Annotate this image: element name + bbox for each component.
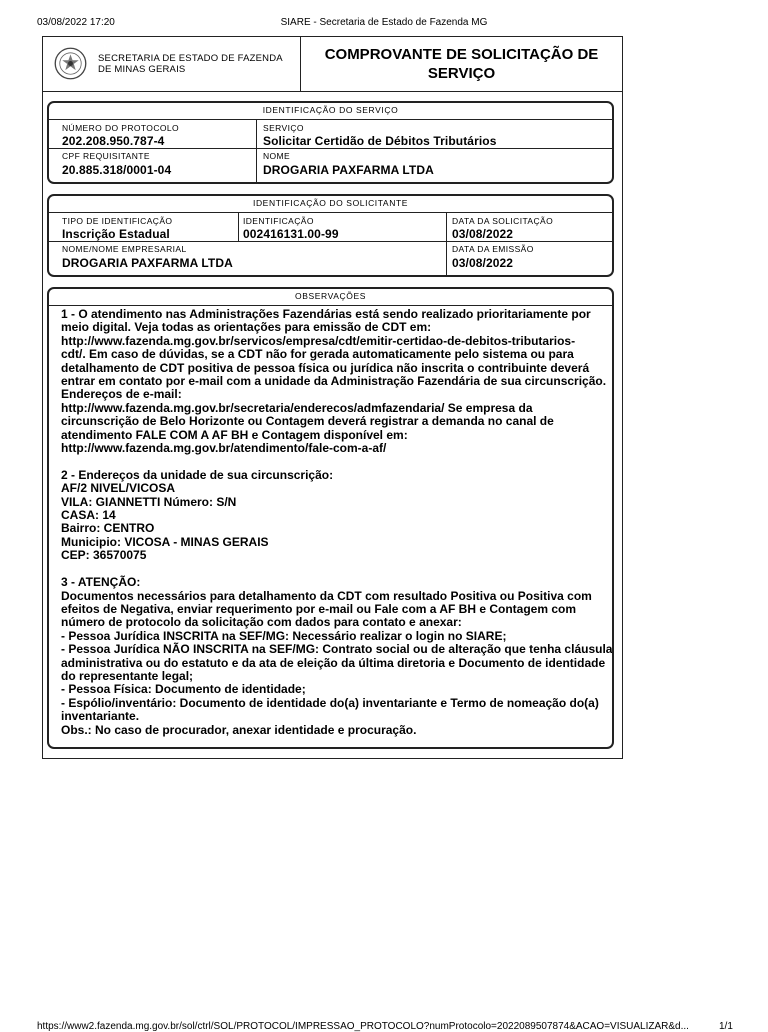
name-value: DROGARIA PAXFARMA LTDA	[263, 163, 434, 177]
request-date-value: 03/08/2022	[452, 227, 514, 241]
service-label: SERVIÇO	[263, 123, 304, 133]
protocol-number-value: 202.208.950.787-4	[62, 134, 165, 148]
observations-section	[47, 287, 614, 749]
print-datetime: 03/08/2022 17:20	[37, 17, 115, 28]
print-page-count: 1/1	[719, 1021, 733, 1032]
section-title: IDENTIFICAÇÃO DO SOLICITANTE	[252, 198, 409, 208]
service-value: Solicitar Certidão de Débitos Tributários	[263, 134, 497, 148]
protocol-number-label: NÚMERO DO PROTOCOLO	[62, 123, 180, 133]
print-url: https://www2.fazenda.mg.gov.br/sol/ctrl/SOL/PROTOCOL/IMPRESSAO_PROTOCOLO?numProtocolo=20220895078​74&ACAO=VISUALIZAR&d...	[37, 1021, 689, 1032]
receipt-document	[42, 36, 623, 759]
issue-date-label: DATA DA EMISSÃO	[452, 244, 534, 254]
org-name-line2: DE MINAS GERAIS	[98, 64, 186, 75]
document-header	[43, 37, 622, 92]
org-name-line1: SECRETARIA DE ESTADO DE FAZENDA	[98, 53, 283, 64]
observations-text	[61, 308, 613, 737]
document-title-line2: SERVIÇO	[427, 65, 496, 82]
divider	[238, 212, 239, 241]
org-name	[98, 53, 283, 75]
id-type-value: Inscrição Estadual	[62, 227, 170, 241]
divider	[446, 212, 447, 277]
divider	[49, 119, 612, 120]
observation-paragraph-1: 1 - O atendimento nas Administrações Fazendárias está sendo realizado prioritariamente por meio digital. Veja todas as orientações para emissão de CDT em: http://www.fazenda.mg.gov.br/servicos/empresa/cdt/emitir-certidao-de-debitos-tributarios- cdt/. Em caso de dúvidas, se a CDT não for gerada automaticamente pelo sistema ou para detalhamento de CDT positiva de pessoa física ou jurídica não inscrita o contribuinte deverá entrar em contato por e-mail com a unidade da Administração Fazendária de sua circunscrição. Endereços de e-mail: http://www.fazenda.mg.gov.br/secretaria/enderecos/admfazendaria/ Se empresa da circunscrição de Belo Horizonte ou Contagem deverá registrar a demanda no canal de atendimento FALE COM A AF BH e Contagem disponível em: http://www.fazenda.mg.gov.br/atendimento/fale-com-a-af/	[61, 307, 607, 456]
divider	[49, 241, 612, 242]
requester-identification-section	[47, 194, 614, 277]
request-date-label: DATA DA SOLICITAÇÃO	[452, 216, 554, 226]
divider	[256, 119, 257, 184]
requester-cpf-value: 20.885.318/0001-04	[62, 163, 172, 177]
id-type-label: TIPO DE IDENTIFICAÇÃO	[62, 216, 173, 226]
business-name-value: DROGARIA PAXFARMA LTDA	[62, 256, 233, 270]
state-seal-icon	[54, 47, 87, 80]
identification-value: 002416131.00-99	[243, 227, 339, 241]
name-label: NOME	[263, 151, 291, 161]
divider	[49, 148, 612, 149]
org-block	[43, 37, 301, 91]
document-title	[301, 45, 622, 83]
section-title: IDENTIFICAÇÃO DO SERVIÇO	[262, 105, 399, 115]
print-page-title: SIARE - Secretaria de Estado de Fazenda MG	[280, 17, 488, 28]
business-name-label: NOME/NOME EMPRESARIAL	[62, 244, 187, 254]
divider	[49, 305, 612, 306]
observation-paragraph-3: 3 - ATENÇÃO: Documentos necessários para detalhamento da CDT com resultado Positiva ou Positiva com efeitos de Negativa, enviar requerimento por e-mail ou Fale com a AF BH e Contagem com número de protocolo da solicitação com dados para contato e anexar: - Pessoa Jurídica INSCRITA na SEF/MG: Necessário realizar o login no SIARE; - Pessoa Jurídica NÃO INSCRITA na SEF/MG: Contrato social ou de alteração que tenha cláusula administrativa ou do estatuto e da ata de eleição da última diretoria e Documento de identidade do representante legal; - Pessoa Física: Documento de identidade; - Espólio/inventário: Documento de identidade do(a) inventariante e Termo de nomeação do(a) inventariante. Obs.: No caso de procurador, anexar identidade e procuração.	[61, 575, 613, 737]
identification-label: IDENTIFICAÇÃO	[243, 216, 314, 226]
issue-date-value: 03/08/2022	[452, 256, 514, 270]
service-identification-section	[47, 101, 614, 184]
observation-paragraph-2: 2 - Endereços da unidade de sua circunscrição: AF/2 NIVEL/VICOSA VILA: GIANNETTI Número: S/N CASA: 14 Bairro: CENTRO Municipio: VICOSA - MINAS GERAIS CEP: 36570075	[61, 467, 334, 563]
divider	[49, 212, 612, 213]
document-title-line1: COMPROVANTE DE SOLICITAÇÃO DE	[324, 46, 599, 63]
section-title: OBSERVAÇÕES	[294, 291, 366, 301]
requester-cpf-label: CPF REQUISITANTE	[62, 151, 150, 161]
